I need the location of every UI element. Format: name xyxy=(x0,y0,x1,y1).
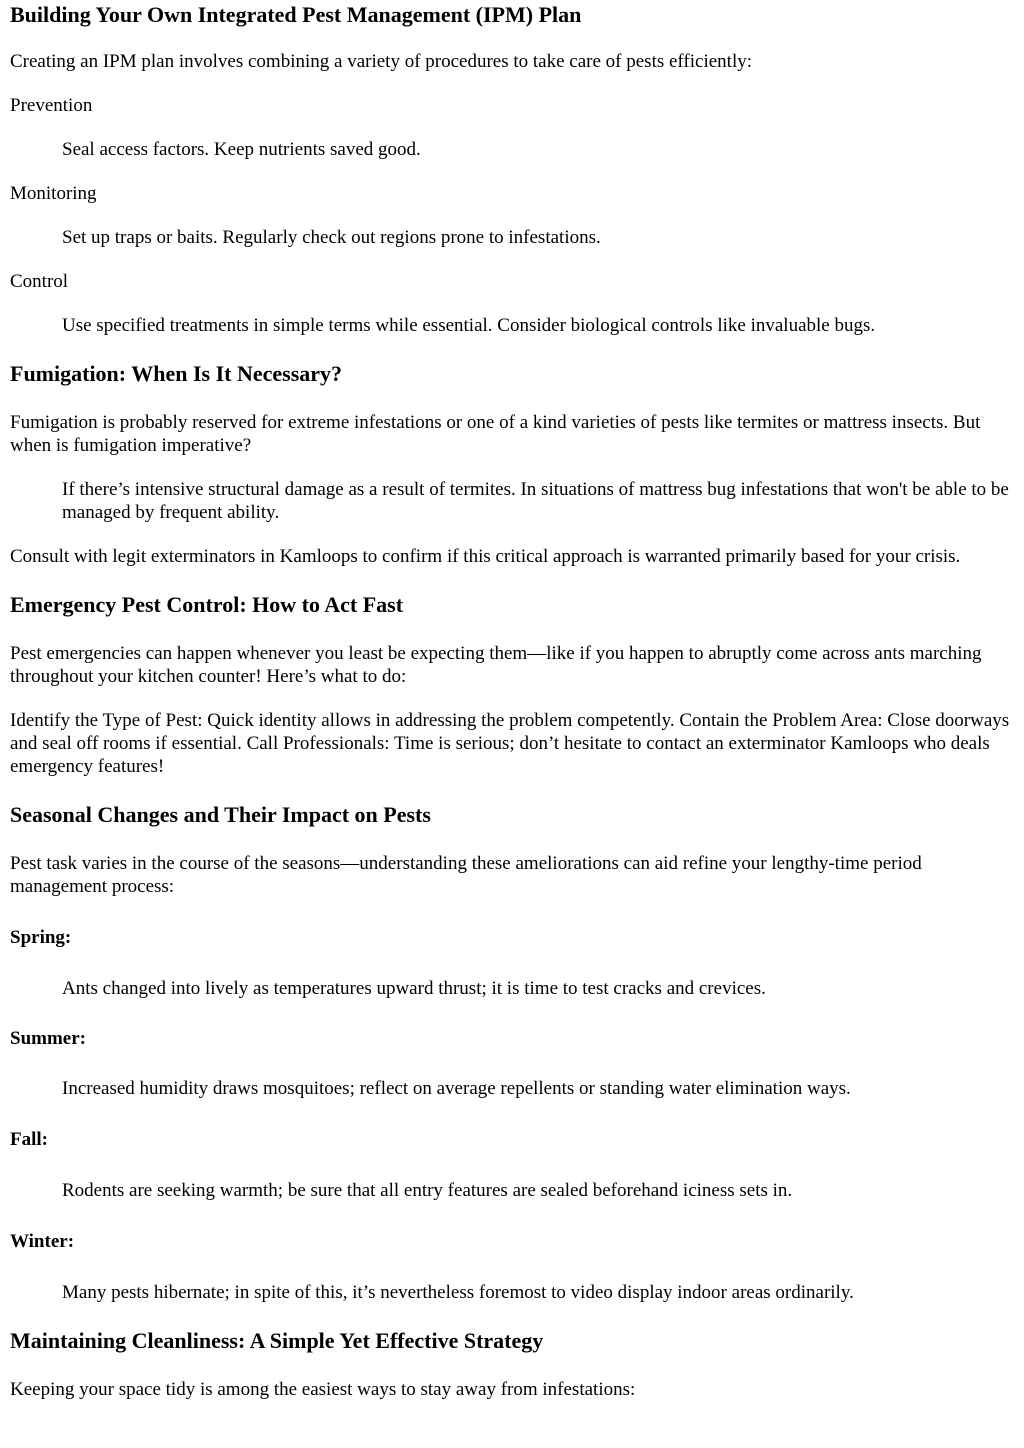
emergency-steps-paragraph: Identify the Type of Pest: Quick identity allows in addressing the problem competently. Contain the Problem Area: Close doorways and seal off rooms if essential. Call Professionals: Time is serious; don’t hesitate to contact an exterminator Kamloops who deals emergency features! xyxy=(10,710,1010,777)
ipm-desc-monitoring: Set up traps or baits. Regularly check out regions prone to infestations. xyxy=(62,227,601,248)
season-desc-spring: Ants changed into lively as temperatures upward thrust; it is time to test cracks and crevices. xyxy=(62,978,766,999)
ipm-term-control: Control xyxy=(10,271,69,292)
season-heading-fall: Fall: xyxy=(10,1129,48,1150)
fumigation-heading: Fumigation: When Is It Necessary? xyxy=(10,361,343,386)
ipm-desc-prevention: Seal access factors. Keep nutrients saved good. xyxy=(62,139,421,160)
ipm-term-monitoring: Monitoring xyxy=(10,183,97,204)
emergency-heading: Emergency Pest Control: How to Act Fast xyxy=(10,592,404,617)
ipm-intro-paragraph: Creating an IPM plan involves combining a variety of procedures to take care of pests efficiently: xyxy=(10,51,753,72)
emergency-intro-paragraph: Pest emergencies can happen whenever you least be expecting them—like if you happen to abruptly come across ants marching throughout your kitchen counter! Here’s what to do: xyxy=(10,643,982,687)
season-desc-winter: Many pests hibernate; in spite of this, it’s nevertheless foremost to video display indoor areas ordinarily. xyxy=(62,1282,854,1303)
season-desc-summer: Increased humidity draws mosquitoes; reflect on average repellents or standing water elimination ways. xyxy=(62,1078,851,1099)
ipm-term-prevention: Prevention xyxy=(10,95,93,116)
ipm-desc-control: Use specified treatments in simple terms while essential. Consider biological controls like invaluable bugs. xyxy=(62,315,876,336)
fumigation-indented-paragraph: If there’s intensive structural damage as a result of termites. In situations of mattress bug infestations that won't be able to be managed by frequent ability. xyxy=(62,479,1009,523)
ipm-definition-list xyxy=(10,94,1014,337)
seasonal-heading: Seasonal Changes and Their Impact on Pests xyxy=(10,802,431,827)
article-body xyxy=(0,2,1024,1401)
season-heading-winter: Winter: xyxy=(10,1231,75,1252)
ipm-heading: Building Your Own Integrated Pest Management (IPM) Plan xyxy=(10,2,582,27)
seasonal-intro-paragraph: Pest task varies in the course of the seasons—understanding these ameliorations can aid refine your lengthy-time period management process: xyxy=(10,853,922,897)
fumigation-consult-paragraph: Consult with legit exterminators in Kamloops to confirm if this critical approach is warranted primarily based for your crisis. xyxy=(10,546,961,567)
fumigation-intro-paragraph: Fumigation is probably reserved for extreme infestations or one of a kind varieties of pests like termites or mattress insects. But when is fumigation imperative? xyxy=(10,412,981,456)
cleanliness-heading: Maintaining Cleanliness: A Simple Yet Effective Strategy xyxy=(10,1328,544,1353)
season-desc-fall: Rodents are seeking warmth; be sure that all entry features are sealed beforehand iciness sets in. xyxy=(62,1180,793,1201)
season-heading-summer: Summer: xyxy=(10,1028,86,1049)
cleanliness-intro-paragraph: Keeping your space tidy is among the easiest ways to stay away from infestations: xyxy=(10,1379,636,1400)
season-heading-spring: Spring: xyxy=(10,927,72,948)
